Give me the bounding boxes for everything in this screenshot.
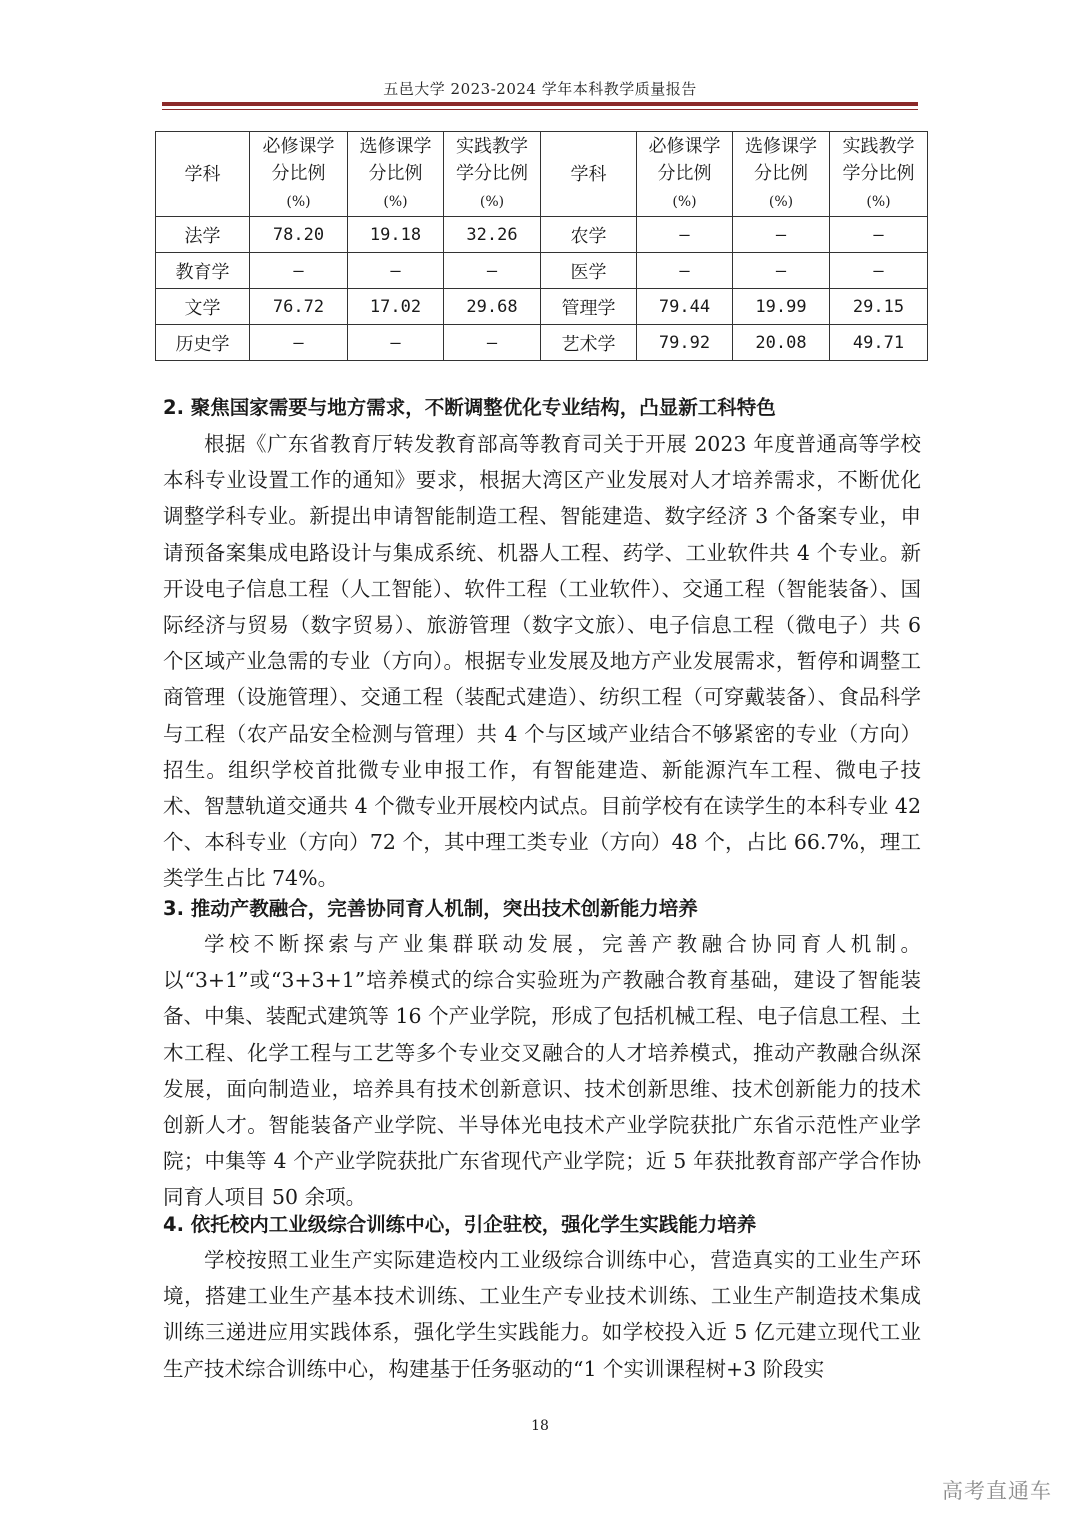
practice-ratio-cell: – <box>830 253 928 289</box>
table-header-row <box>156 132 928 217</box>
discipline-cell: 管理学 <box>541 289 637 325</box>
discipline-cell: 文学 <box>156 289 250 325</box>
practice-ratio-cell: – <box>830 217 928 253</box>
header-required-right: 必修课学 分比例 (%) <box>637 132 733 217</box>
header-required-left: 必修课学 分比例 (%) <box>250 132 348 217</box>
required-ratio-cell: 78.20 <box>250 217 348 253</box>
practice-ratio-cell: 32.26 <box>444 217 541 253</box>
watermark-text: 高考直通车 <box>942 1479 1052 1503</box>
section-2-body: 根据《广东省教育厅转发教育部高等教育司关于开展 2023 年度普通高等学校本科专业设置工作的通知》要求，根据大湾区产业发展对人才培养需求，不断优化调整学科专业。新提出申请智能制造工程、智能建造、数字经济 3 个备案专业，申请预备案集成电路设计与集成系统、机器人工程、药学、工业软件共 4 个专业。新开设电子信息工程（人工智能）、软件工程（工业软件）、交通工程（智能装备）、国际经济与贸易（数字贸易）、旅游管理（数字文旅）、电子信息工程（微电子）共 6 个区域产业急需的专业（方向）。根据专业发展及地方产业发展需求，暂停和调整工商管理（设施管理）、交通工程（装配式建造）、纺织工程（可穿戴装备）、食品科学与工程（农产品安全检测与管理）共 4 个与区域产业结合不够紧密的专业（方向）招生。组织学校首批微专业申报工作，有智能建造、新能源汽车工程、微电子技术、智慧轨道交通共 4 个微专业开展校内试点。目前学校有在读学生的本科专业 42 个、本科专业（方向）72 个，其中理工类专业（方向）48 个，占比 66.7%，理工类学生占比 74%。 <box>163 432 921 891</box>
header-discipline-left: 学科 <box>156 132 250 217</box>
required-ratio-cell: 79.44 <box>637 289 733 325</box>
section-3-body: 学校不断探索与产业集群联动发展，完善产教融合协同育人机制。以“3+1”或“3+3+1”培养模式的综合实验班为产教融合教育基础，建设了智能装备、中集、装配式建筑等 16 个产业学院，形成了包括机械工程、电子信息工程、土木工程、化学工程与工艺等多个专业交叉融合的人才培养模式，推动产教融合纵深发展，面向制造业，培养具有技术创新意识、技术创新思维、技术创新能力的技术创新人才。智能装备产业学院、半导体光电技术产业学院获批广东省示范性产业学院；中集等 4 个产业学院获批广东省现代产业学院；近 5 年获批教育部产学合作协同育人项目 50 余项。 <box>163 932 921 1210</box>
table-row <box>156 325 928 361</box>
credit-ratio-table <box>155 131 928 361</box>
table-row <box>156 253 928 289</box>
elective-ratio-cell: 20.08 <box>733 325 830 361</box>
section-3-heading: 3. 推动产教融合，完善协同育人机制，突出技术创新能力培养 <box>163 897 698 920</box>
discipline-cell: 农学 <box>541 217 637 253</box>
header-rule-thin <box>162 109 918 110</box>
discipline-cell: 历史学 <box>156 325 250 361</box>
elective-ratio-cell: – <box>733 217 830 253</box>
table-row <box>156 217 928 253</box>
elective-ratio-cell: 19.99 <box>733 289 830 325</box>
header-rule-thick <box>162 102 918 106</box>
section-4-body: 学校按照工业生产实际建造校内工业级综合训练中心，营造真实的工业生产环境，搭建工业生产基本技术训练、工业生产专业技术训练、工业生产制造技术集成训练三递进应用实践体系，强化学生实践能力。如学校投入近 5 亿元建立现代工业生产技术综合训练中心，构建基于任务驱动的“1 个实训课程树+3 阶段实 <box>163 1248 921 1381</box>
discipline-cell: 法学 <box>156 217 250 253</box>
elective-ratio-cell: – <box>348 253 444 289</box>
discipline-cell: 教育学 <box>156 253 250 289</box>
section-2-heading: 2. 聚焦国家需要与地方需求，不断调整优化专业结构，凸显新工科特色 <box>163 396 776 419</box>
header-practice-left: 实践教学 学分比例 (%) <box>444 132 541 217</box>
elective-ratio-cell: – <box>348 325 444 361</box>
practice-ratio-cell: 29.68 <box>444 289 541 325</box>
section-4-heading: 4. 依托校内工业级综合训练中心，引企驻校，强化学生实践能力培养 <box>163 1213 757 1236</box>
table-row <box>156 289 928 325</box>
header-discipline-right: 学科 <box>541 132 637 217</box>
required-ratio-cell: – <box>637 253 733 289</box>
header-practice-right: 实践教学 学分比例 (%) <box>830 132 928 217</box>
report-header-title: 五邑大学 2023-2024 学年本科教学质量报告 <box>383 80 697 98</box>
elective-ratio-cell: 19.18 <box>348 217 444 253</box>
practice-ratio-cell: – <box>444 253 541 289</box>
header-elective-left: 选修课学 分比例 (%) <box>348 132 444 217</box>
required-ratio-cell: – <box>250 325 348 361</box>
discipline-cell: 医学 <box>541 253 637 289</box>
practice-ratio-cell: 29.15 <box>830 289 928 325</box>
page-number: 18 <box>531 1418 549 1434</box>
elective-ratio-cell: – <box>733 253 830 289</box>
practice-ratio-cell: 49.71 <box>830 325 928 361</box>
required-ratio-cell: – <box>250 253 348 289</box>
required-ratio-cell: 76.72 <box>250 289 348 325</box>
practice-ratio-cell: – <box>444 325 541 361</box>
header-elective-right: 选修课学 分比例 (%) <box>733 132 830 217</box>
required-ratio-cell: 79.92 <box>637 325 733 361</box>
elective-ratio-cell: 17.02 <box>348 289 444 325</box>
required-ratio-cell: – <box>637 217 733 253</box>
discipline-cell: 艺术学 <box>541 325 637 361</box>
